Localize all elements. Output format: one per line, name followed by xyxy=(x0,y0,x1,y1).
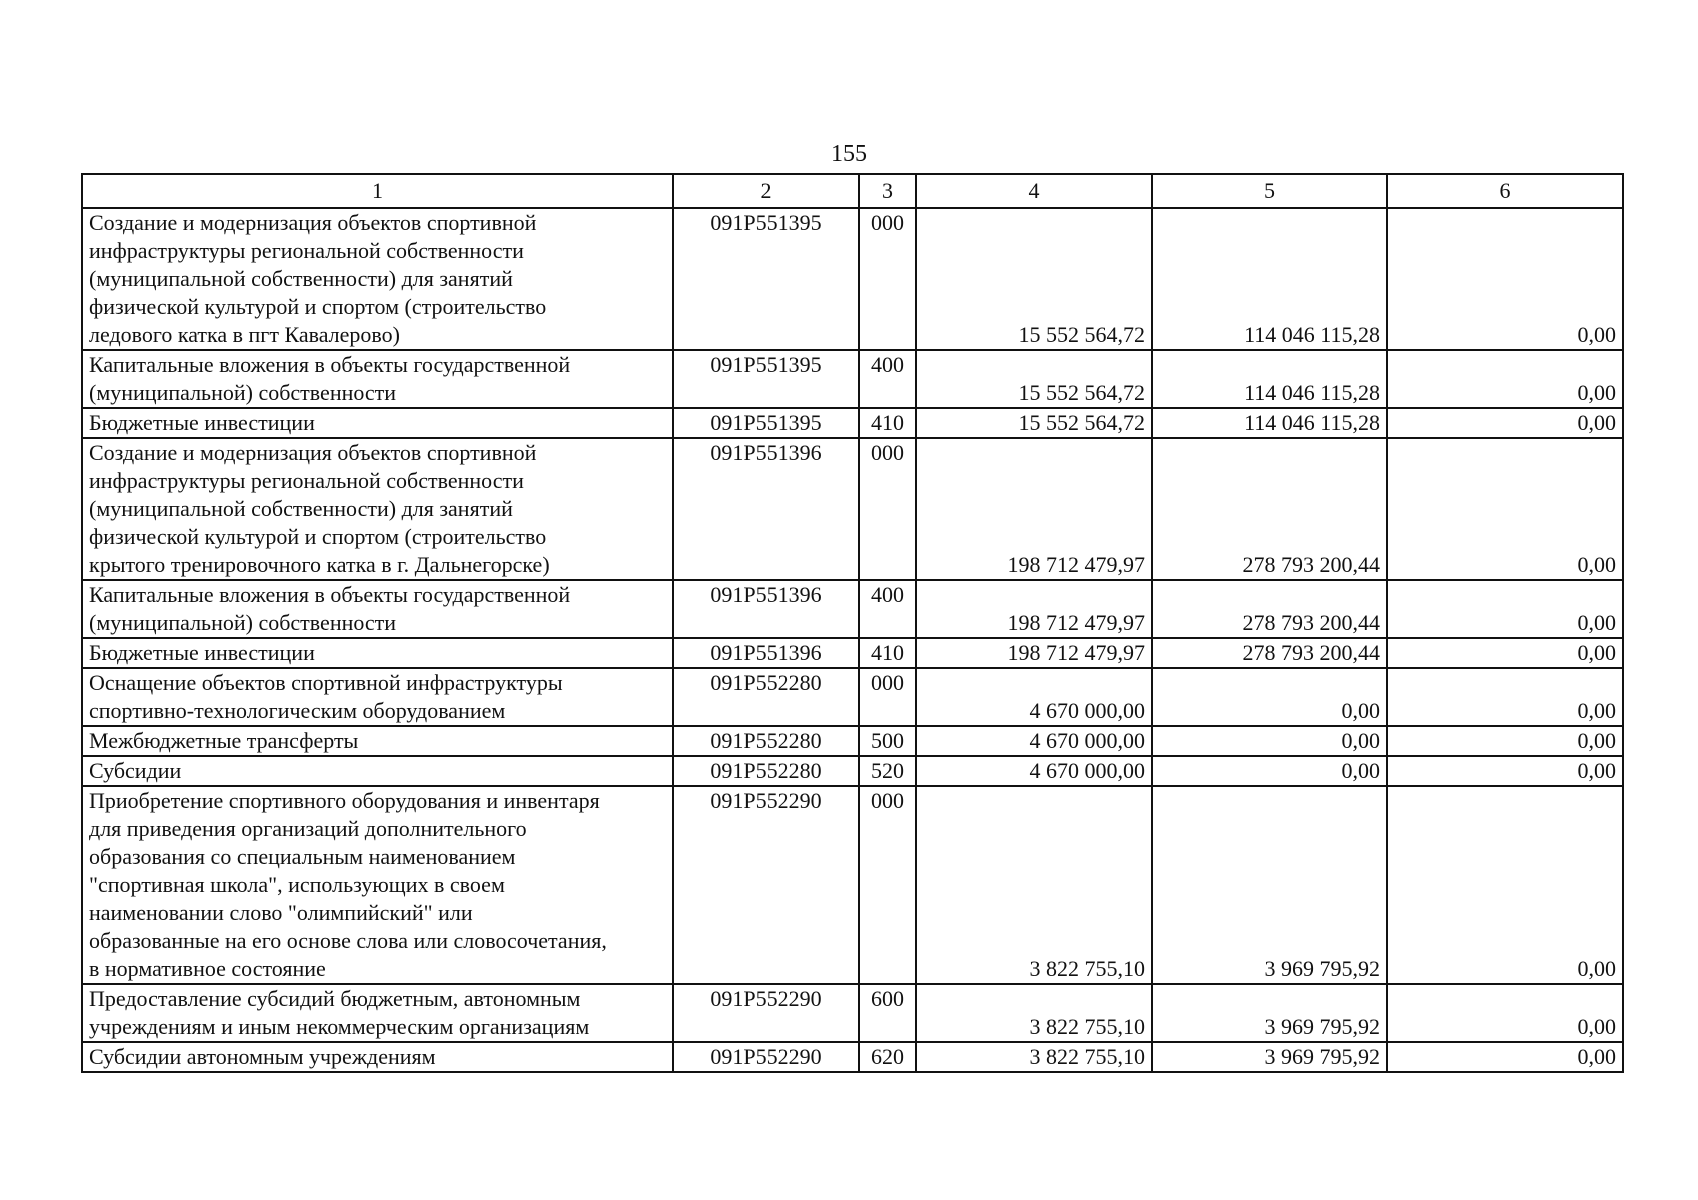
table-row xyxy=(82,408,1623,438)
row-expense-type: 620 xyxy=(859,1042,916,1072)
row-value-col5: 114 046 115,28 xyxy=(1152,408,1387,438)
row-value-col6: 0,00 xyxy=(1387,668,1623,726)
table-row xyxy=(82,786,1623,984)
row-value-col4: 4 670 000,00 xyxy=(916,668,1152,726)
row-expense-type: 600 xyxy=(859,984,916,1042)
table-row xyxy=(82,208,1623,350)
row-value-col6: 0,00 xyxy=(1387,350,1623,408)
row-code: 091P552290 xyxy=(673,786,859,984)
row-value-col4: 198 712 479,97 xyxy=(916,638,1152,668)
row-code: 091P551395 xyxy=(673,208,859,350)
row-expense-type: 000 xyxy=(859,786,916,984)
row-value-col4: 4 670 000,00 xyxy=(916,756,1152,786)
row-value-col4: 198 712 479,97 xyxy=(916,580,1152,638)
table-row xyxy=(82,726,1623,756)
budget-table xyxy=(81,173,1624,1073)
row-name: Создание и модернизация объектов спортивной инфраструктуры региональной собственности (муниципальной собственности) для занятий физической культурой и спортом (строительство ледового катка в пгт Кавалерово) xyxy=(82,208,673,350)
row-value-col5: 3 969 795,92 xyxy=(1152,1042,1387,1072)
table-row xyxy=(82,756,1623,786)
row-value-col4: 4 670 000,00 xyxy=(916,726,1152,756)
header-cell: 1 xyxy=(82,174,673,208)
row-name: Межбюджетные трансферты xyxy=(82,726,673,756)
row-expense-type: 500 xyxy=(859,726,916,756)
row-value-col4: 15 552 564,72 xyxy=(916,208,1152,350)
table-row xyxy=(82,580,1623,638)
header-cell: 3 xyxy=(859,174,916,208)
row-value-col5: 114 046 115,28 xyxy=(1152,350,1387,408)
table-header-row xyxy=(82,174,1623,208)
row-value-col6: 0,00 xyxy=(1387,408,1623,438)
row-value-col6: 0,00 xyxy=(1387,638,1623,668)
row-name: Приобретение спортивного оборудования и инвентаря для приведения организаций дополнительного образования со специальным наименованием "спортивная школа", использующих в своем наименовании слово "олимпийский" или образованные на его основе слова или словосочетания, в нормативное состояние xyxy=(82,786,673,984)
row-value-col6: 0,00 xyxy=(1387,984,1623,1042)
row-expense-type: 400 xyxy=(859,350,916,408)
row-expense-type: 410 xyxy=(859,408,916,438)
row-value-col5: 3 969 795,92 xyxy=(1152,984,1387,1042)
row-value-col5: 278 793 200,44 xyxy=(1152,638,1387,668)
row-code: 091P551396 xyxy=(673,638,859,668)
row-value-col5: 278 793 200,44 xyxy=(1152,438,1387,580)
row-name: Субсидии xyxy=(82,756,673,786)
row-value-col5: 0,00 xyxy=(1152,668,1387,726)
row-value-col5: 0,00 xyxy=(1152,756,1387,786)
row-name: Создание и модернизация объектов спортивной инфраструктуры региональной собственности (муниципальной собственности) для занятий физической культурой и спортом (строительство крытого тренировочного катка в г. Дальнегорске) xyxy=(82,438,673,580)
row-value-col4: 198 712 479,97 xyxy=(916,438,1152,580)
header-cell: 5 xyxy=(1152,174,1387,208)
row-code: 091P552290 xyxy=(673,1042,859,1072)
row-value-col6: 0,00 xyxy=(1387,726,1623,756)
row-value-col6: 0,00 xyxy=(1387,580,1623,638)
row-code: 091P551396 xyxy=(673,580,859,638)
table-row xyxy=(82,1042,1623,1072)
row-name: Субсидии автономным учреждениям xyxy=(82,1042,673,1072)
row-name: Оснащение объектов спортивной инфраструктуры спортивно-технологическим оборудованием xyxy=(82,668,673,726)
row-value-col5: 3 969 795,92 xyxy=(1152,786,1387,984)
row-expense-type: 000 xyxy=(859,208,916,350)
row-value-col4: 15 552 564,72 xyxy=(916,350,1152,408)
row-expense-type: 400 xyxy=(859,580,916,638)
row-value-col6: 0,00 xyxy=(1387,208,1623,350)
row-value-col4: 3 822 755,10 xyxy=(916,1042,1152,1072)
row-code: 091P551395 xyxy=(673,350,859,408)
header-cell: 6 xyxy=(1387,174,1623,208)
row-code: 091P551395 xyxy=(673,408,859,438)
row-value-col5: 114 046 115,28 xyxy=(1152,208,1387,350)
table-row xyxy=(82,438,1623,580)
row-value-col6: 0,00 xyxy=(1387,438,1623,580)
row-code: 091P552290 xyxy=(673,984,859,1042)
row-name: Капитальные вложения в объекты государственной (муниципальной) собственности xyxy=(82,580,673,638)
table-row xyxy=(82,638,1623,668)
row-name: Бюджетные инвестиции xyxy=(82,638,673,668)
header-cell: 4 xyxy=(916,174,1152,208)
row-value-col6: 0,00 xyxy=(1387,756,1623,786)
table-row xyxy=(82,350,1623,408)
row-value-col4: 3 822 755,10 xyxy=(916,984,1152,1042)
row-code: 091P551396 xyxy=(673,438,859,580)
table-row xyxy=(82,984,1623,1042)
row-name: Капитальные вложения в объекты государственной (муниципальной) собственности xyxy=(82,350,673,408)
page-number: 155 xyxy=(831,141,867,167)
row-code: 091P552280 xyxy=(673,756,859,786)
row-name: Бюджетные инвестиции xyxy=(82,408,673,438)
row-expense-type: 000 xyxy=(859,668,916,726)
row-value-col6: 0,00 xyxy=(1387,1042,1623,1072)
header-cell: 2 xyxy=(673,174,859,208)
row-value-col4: 15 552 564,72 xyxy=(916,408,1152,438)
row-code: 091P552280 xyxy=(673,726,859,756)
row-value-col4: 3 822 755,10 xyxy=(916,786,1152,984)
row-value-col6: 0,00 xyxy=(1387,786,1623,984)
row-expense-type: 520 xyxy=(859,756,916,786)
row-name: Предоставление субсидий бюджетным, автономным учреждениям и иным некоммерческим организациям xyxy=(82,984,673,1042)
row-value-col5: 278 793 200,44 xyxy=(1152,580,1387,638)
row-expense-type: 000 xyxy=(859,438,916,580)
row-value-col5: 0,00 xyxy=(1152,726,1387,756)
row-code: 091P552280 xyxy=(673,668,859,726)
table-row xyxy=(82,668,1623,726)
row-expense-type: 410 xyxy=(859,638,916,668)
